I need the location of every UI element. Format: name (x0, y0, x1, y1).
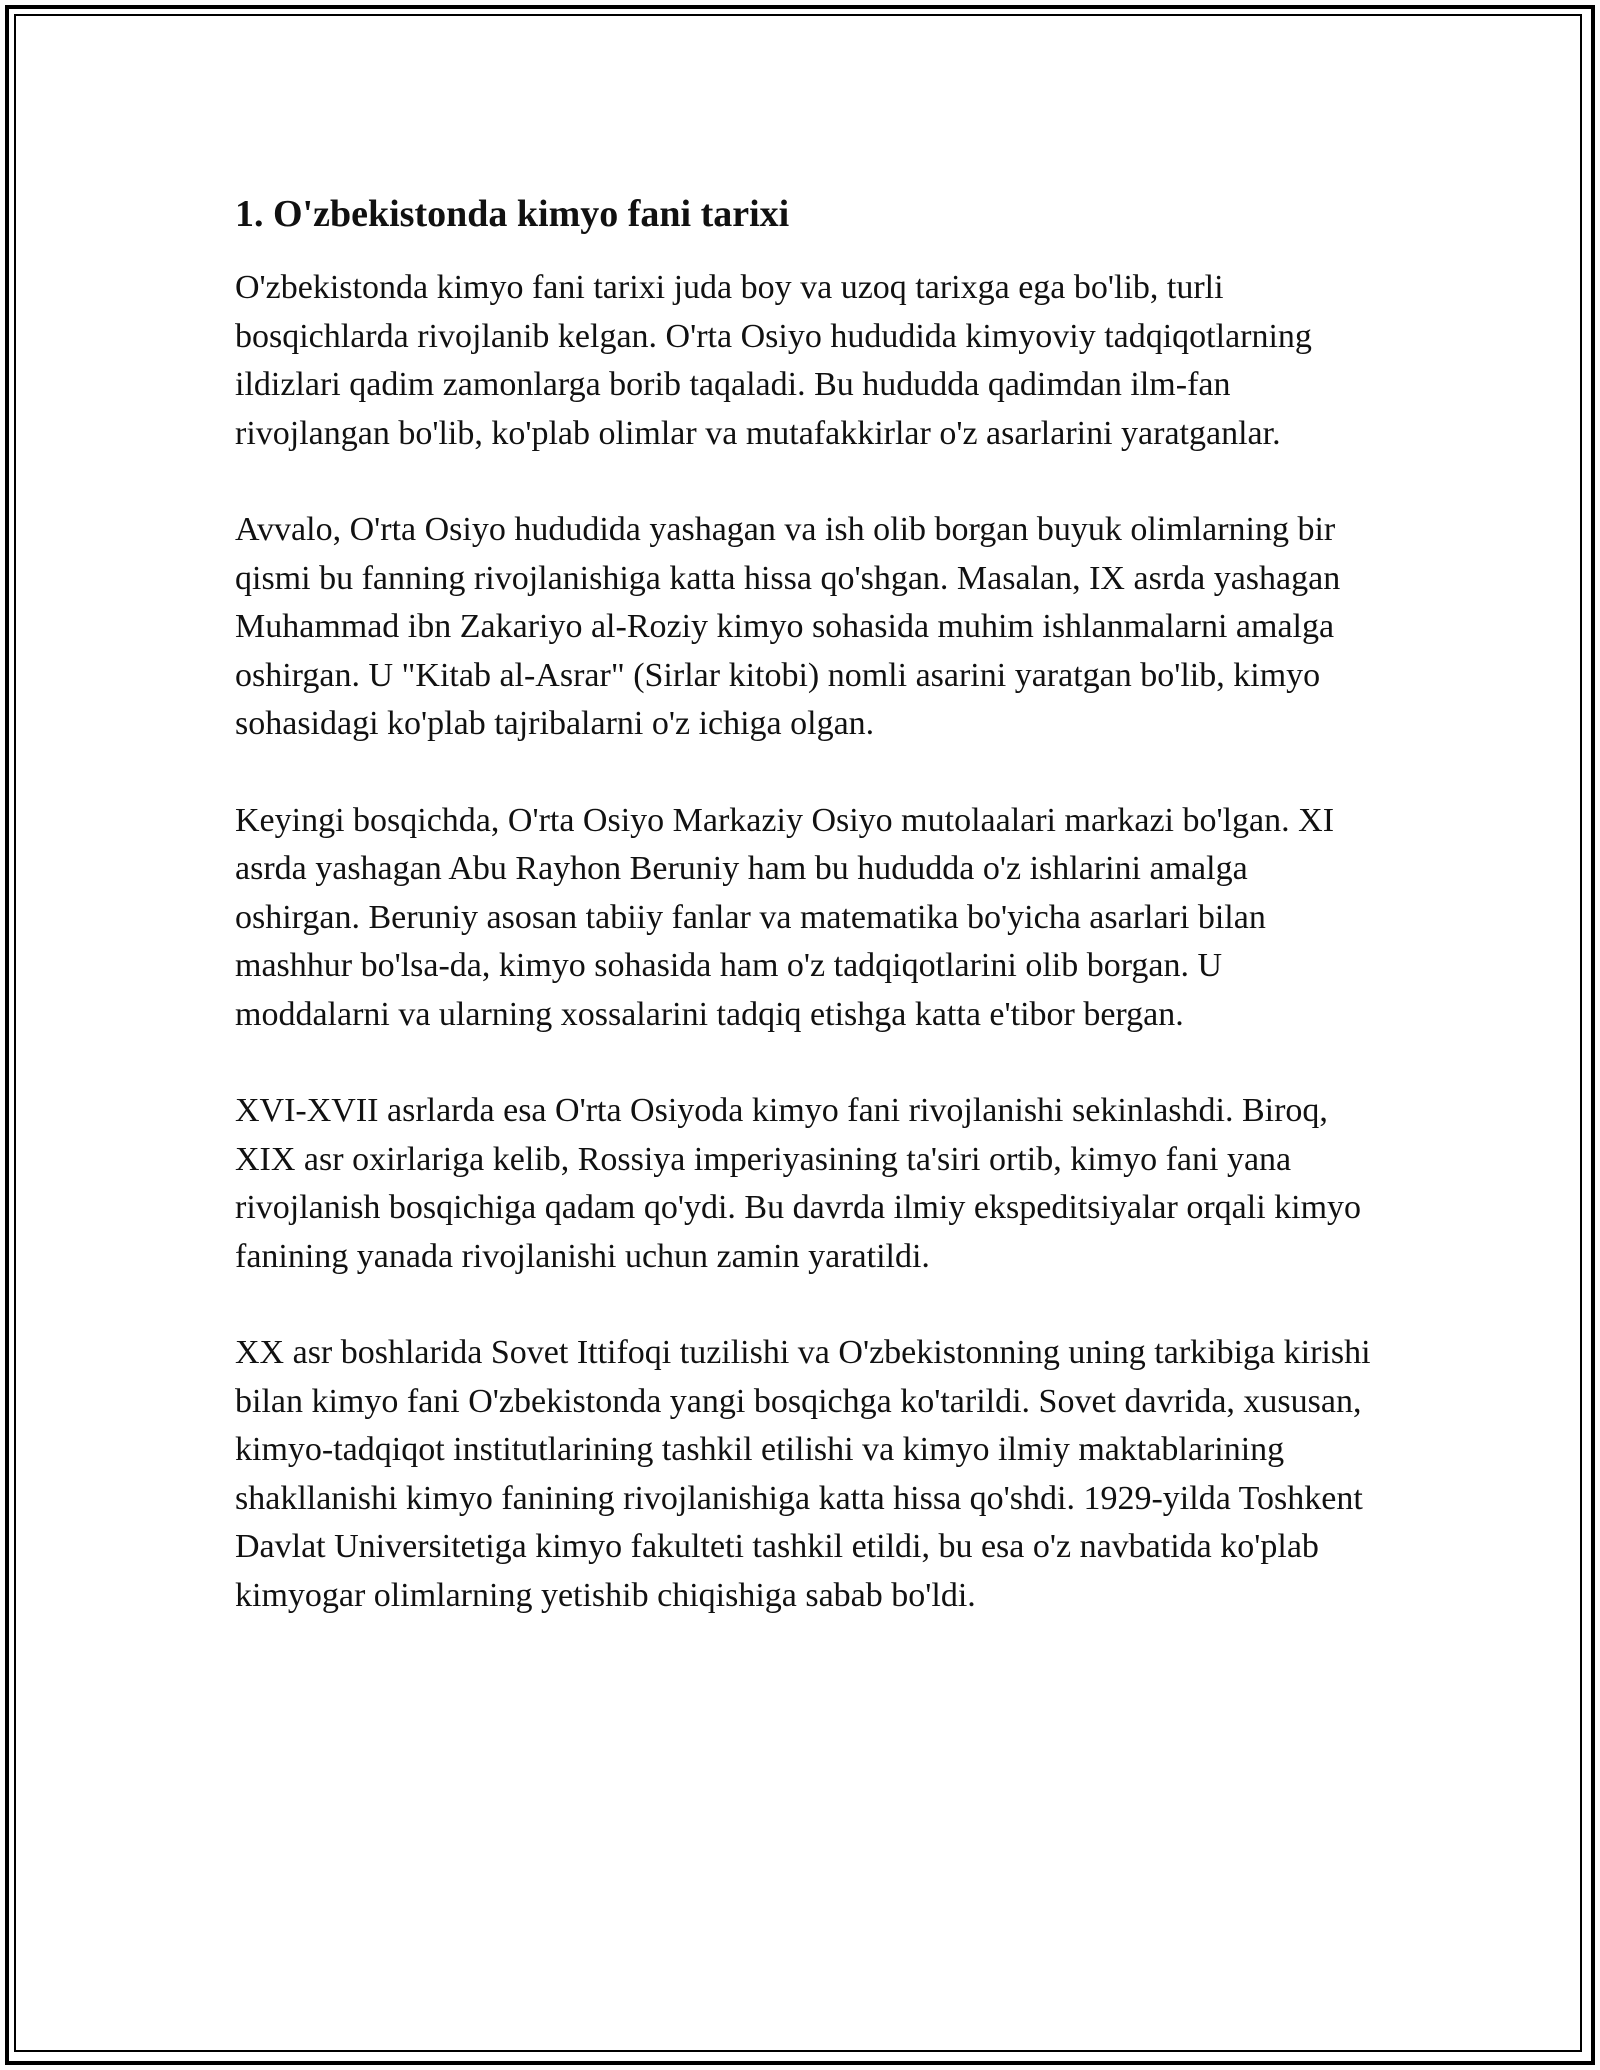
page-title: 1. O'zbekistonda kimyo fani tarixi (235, 193, 790, 235)
paragraph-1: O'zbekistonda kimyo fani tarixi juda boy va uzoq tarixga ega bo'lib, turli bosqichlarda rivojlanib kelgan. O'rta Osiyo hududida kimyoviy tadqiqotlarning ildizlari qadim zamonlarga borib taqaladi. Bu hududda qadimdan ilm-fan rivojlangan bo'lib, ko'plab olimlar va mutafakkirlar o'z asarlarini yaratganlar. (235, 269, 1312, 452)
paragraph-4: XVI-XVII asrlarda esa O'rta Osiyoda kimyo fani rivojlanishi sekinlashdi. Biroq, XIX asr oxirlariga kelib, Rossiya imperiyasining ta'siri ortib, kimyo fani yana rivojlanish bosqichiga qadam qo'ydi. Bu davrda ilmiy ekspeditsiyalar orqali kimyo fanining yanada rivojlanishi uchun zamin yaratildi. (235, 1092, 1362, 1275)
document-body (235, 190, 1375, 1668)
paragraph-2: Avvalo, O'rta Osiyo hududida yashagan va ish olib borgan buyuk olimlarning bir qismi bu fanning rivojlanishiga katta hissa qo'shgan. Masalan, IX asrda yashagan Muhammad ibn Zakariyo al-Roziy kimyo sohasida muhim ishlanmalarni amalga oshirgan. U "Kitab al-Asrar" (Sirlar kitobi) nomli asarini yaratgan bo'lib, kimyo sohasidagi ko'plab tajribalarni o'z ichiga olgan. (235, 511, 1341, 742)
paragraph-3: Keyingi bosqichda, O'rta Osiyo Markaziy Osiyo mutolaalari markazi bo'lgan. XI asrda yashagan Abu Rayhon Beruniy ham bu hududda o'z ishlarini amalga oshirgan. Beruniy asosan tabiiy fanlar va matematika bo'yicha asarlari bilan mashhur bo'lsa-da, kimyo sohasida ham o'z tadqiqotlarini olib borgan. U moddalarni va ularning xossalarini tadqiq etishga katta e'tibor bergan. (235, 801, 1335, 1033)
paragraph-5: XX asr boshlarida Sovet Ittifoqi tuzilishi va O'zbekistonning uning tarkibiga kirishi bilan kimyo fani O'zbekistonda yangi bosqichga ko'tarildi. Sovet davrida, xususan, kimyo-tadqiqot institutlarining tashkil etilishi va kimyo ilmiy maktablarining shakllanishi kimyo fanining rivojlanishiga katta hissa qo'shdi. 1929-yilda Toshkent Davlat Universitetiga kimyo fakulteti tashkil etildi, bu esa o'z navbatida ko'plab kimyogar olimlarning yetishib chiqishiga sabab bo'ldi. (235, 1334, 1371, 1614)
